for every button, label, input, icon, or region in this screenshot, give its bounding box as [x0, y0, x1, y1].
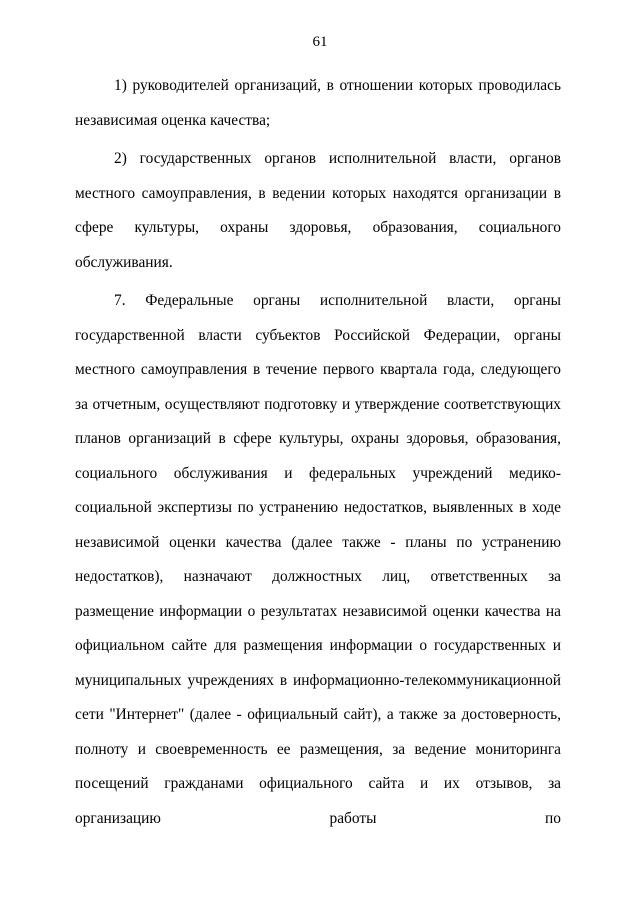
- paragraph-item-1: 1) руководителей организаций, в отношении которых проводилась независимая оценка качества;: [75, 77, 561, 129]
- paragraph-clause-7: 7. Федеральные органы исполнительной власти, органы государственной власти субъектов Российской Федерации, органы местного самоуправления в течение первого квартала года, следующего за отчетным, осуществляют подготовку и утверждение соответствующих планов организаций в сфере культуры, охраны здоровья, образования, социального обслуживания и федеральных учреждений медико-социальной экспертизы по устранению недостатков, выявленных в ходе независимой оценки качества (далее также - планы по устранению недостатков), назначают должностных лиц, ответственных за размещение информации о результатах независимой оценки качества на официальном сайте для размещения информации о государственных и муниципальных учреждениях в информационно-телекоммуникационной сети "Интернет" (далее - официальный сайт), а также за достоверность, полноту и своевременность ее размещения, за ведение мониторинга посещений гражданами официального сайта и их отзывов, за организацию работы по: [75, 292, 561, 827]
- paragraph-item-2: 2) государственных органов исполнительной власти, органов местного самоуправления, в ведении которых находятся организации в сфере культуры, охраны здоровья, образования, социального обслуживания.: [75, 150, 561, 271]
- page-number: 61: [312, 34, 328, 50]
- document-body: [75, 69, 561, 840]
